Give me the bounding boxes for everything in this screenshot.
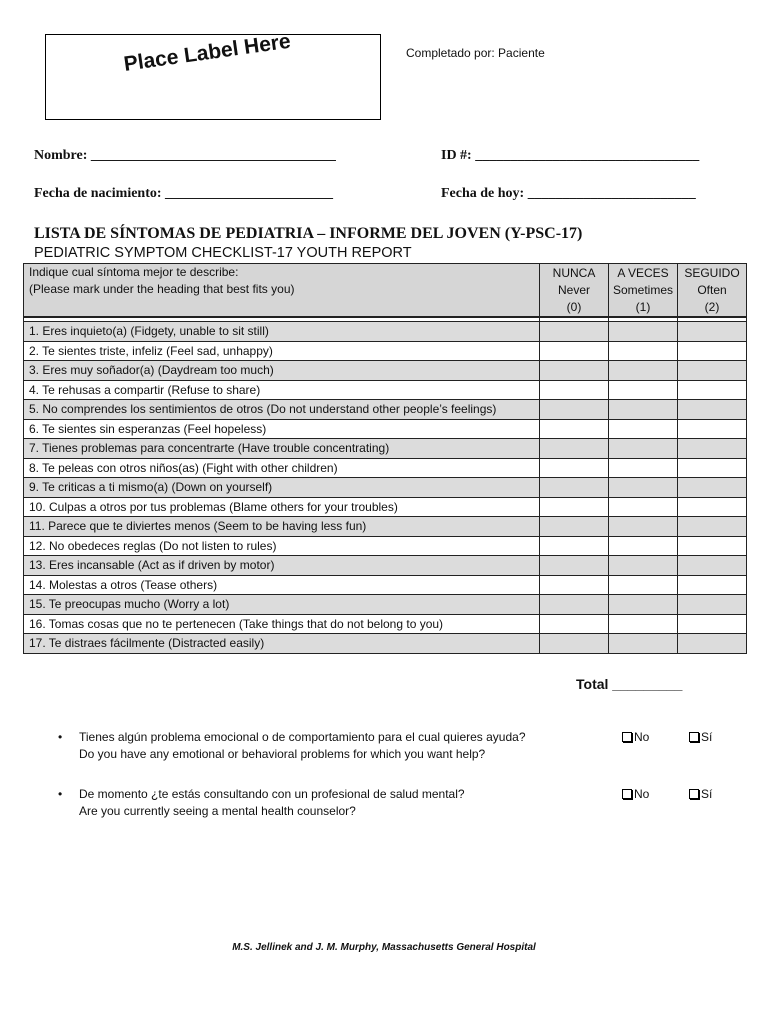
symptom-checklist-table (23, 263, 747, 654)
answer-cell-never[interactable] (540, 380, 609, 400)
answer-cell-sometimes[interactable] (609, 595, 678, 615)
answer-cell-sometimes[interactable] (609, 380, 678, 400)
answer-cell-often[interactable] (678, 400, 747, 420)
answer-cell-never[interactable] (540, 478, 609, 498)
question-text-english: Are you currently seeing a mental health counselor? (79, 804, 356, 818)
answer-cell-never[interactable] (540, 517, 609, 537)
symptom-label: 6. Te sientes sin esperanzas (Feel hopeless) (24, 419, 540, 439)
column-label-es: NUNCA (552, 266, 596, 280)
column-label-en: Never (557, 283, 590, 297)
answer-cell-sometimes[interactable] (609, 634, 678, 654)
symptom-label: 10. Culpas a otros por tus problemas (Blame others for your troubles) (24, 497, 540, 517)
answer-cell-never[interactable] (540, 458, 609, 478)
answer-cell-never[interactable] (540, 419, 609, 439)
answer-cell-never[interactable] (540, 536, 609, 556)
option-si-label: Sí (701, 730, 713, 744)
table-row (24, 458, 747, 478)
birthdate-field[interactable]: Fecha de nacimiento: ________________________ (34, 186, 334, 201)
instruction-cell (24, 264, 540, 318)
answer-cell-sometimes[interactable] (609, 439, 678, 459)
answer-cell-never[interactable] (540, 634, 609, 654)
answer-cell-sometimes[interactable] (609, 400, 678, 420)
completed-by-text: Completado por: Paciente (406, 46, 545, 60)
column-score: (2) (704, 300, 720, 314)
checkbox-icon[interactable] (689, 732, 699, 742)
option-no-label: No (634, 730, 650, 744)
answer-cell-sometimes[interactable] (609, 536, 678, 556)
symptom-label: 5. No comprendes los sentimientos de otros (Do not understand other people’s feelings) (24, 400, 540, 420)
answer-cell-sometimes[interactable] (609, 517, 678, 537)
table-row (24, 595, 747, 615)
answer-cell-often[interactable] (678, 595, 747, 615)
answer-cell-never[interactable] (540, 614, 609, 634)
answer-cell-often[interactable] (678, 361, 747, 381)
symptom-label: 17. Te distraes fácilmente (Distracted easily) (24, 634, 540, 654)
column-score: (1) (635, 300, 651, 314)
symptom-label: 2. Te sientes triste, infeliz (Feel sad, unhappy) (24, 341, 540, 361)
symptom-label: 13. Eres incansable (Act as if driven by motor) (24, 556, 540, 576)
table-row (24, 536, 747, 556)
answer-cell-sometimes[interactable] (609, 419, 678, 439)
table-row (24, 478, 747, 498)
symptom-label: 8. Te peleas con otros niños(as) (Fight with other children) (24, 458, 540, 478)
answer-cell-often[interactable] (678, 322, 747, 342)
question-text-english: Do you have any emotional or behavioral problems for which you want help? (79, 747, 486, 761)
symptom-label: 12. No obedeces reglas (Do not listen to rules) (24, 536, 540, 556)
table-row (24, 556, 747, 576)
checkbox-icon[interactable] (622, 732, 632, 742)
symptom-label: 16. Tomas cosas que no te pertenecen (Take things that do not belong to you) (24, 614, 540, 634)
table-row (24, 419, 747, 439)
today-date-field[interactable]: Fecha de hoy: ________________________ (441, 186, 696, 201)
symptom-label: 11. Parece que te diviertes menos (Seem to be having less fun) (24, 517, 540, 537)
answer-cell-never[interactable] (540, 400, 609, 420)
footer-credit: M.S. Jellinek and J. M. Murphy, Massachusetts General Hospital (232, 942, 536, 953)
table-row (24, 575, 747, 595)
column-score: (0) (566, 300, 582, 314)
answer-cell-never[interactable] (540, 322, 609, 342)
answer-cell-often[interactable] (678, 634, 747, 654)
answer-cell-sometimes[interactable] (609, 341, 678, 361)
table-row (24, 634, 747, 654)
table-row (24, 517, 747, 537)
table-row (24, 614, 747, 634)
checkbox-icon[interactable] (622, 789, 632, 799)
answer-cell-often[interactable] (678, 556, 747, 576)
title-english: PEDIATRIC SYMPTOM CHECKLIST-17 YOUTH REPORT (34, 245, 412, 261)
total-score-field[interactable]: Total _________ (576, 676, 683, 692)
instruction-spanish: Indique cual síntoma mejor te describe: (29, 265, 239, 279)
answer-cell-sometimes[interactable] (609, 556, 678, 576)
answer-cell-sometimes[interactable] (609, 458, 678, 478)
table-row (24, 361, 747, 381)
answer-cell-sometimes[interactable] (609, 497, 678, 517)
symptom-label: 3. Eres muy soñador(a) (Daydream too much) (24, 361, 540, 381)
column-label-es: SEGUIDO (684, 266, 740, 280)
option-si-q2[interactable] (689, 787, 712, 801)
bullet-icon: • (58, 730, 63, 744)
answer-cell-never[interactable] (540, 556, 609, 576)
column-header-often (678, 264, 747, 318)
answer-cell-sometimes[interactable] (609, 478, 678, 498)
bullet-icon: • (58, 787, 63, 801)
column-header-sometimes (609, 264, 678, 318)
option-no-label: No (634, 787, 650, 801)
symptom-label: 7. Tienes problemas para concentrarte (Have trouble concentrating) (24, 439, 540, 459)
table-row (24, 380, 747, 400)
option-si-q1[interactable] (689, 730, 712, 744)
column-label-es: A VECES (617, 266, 669, 280)
answer-cell-often[interactable] (678, 341, 747, 361)
answer-cell-sometimes[interactable] (609, 614, 678, 634)
answer-cell-often[interactable] (678, 575, 747, 595)
answer-cell-often[interactable] (678, 614, 747, 634)
answer-cell-often[interactable] (678, 439, 747, 459)
answer-cell-never[interactable] (540, 595, 609, 615)
answer-cell-often[interactable] (678, 497, 747, 517)
symptom-label: 15. Te preocupas mucho (Worry a lot) (24, 595, 540, 615)
place-label-text: Place Label Here (122, 29, 292, 76)
answer-cell-often[interactable] (678, 380, 747, 400)
question-text-spanish: Tienes algún problema emocional o de comportamiento para el cual quieres ayuda? (79, 730, 526, 744)
column-label-en: Often (697, 283, 727, 297)
option-no-q2[interactable] (622, 787, 649, 801)
answer-cell-often[interactable] (678, 517, 747, 537)
option-si-label: Sí (701, 787, 713, 801)
id-field[interactable]: ID #: ________________________________ (441, 148, 700, 163)
option-no-q1[interactable] (622, 730, 649, 744)
answer-cell-often[interactable] (678, 458, 747, 478)
answer-cell-often[interactable] (678, 536, 747, 556)
symptom-label: 9. Te criticas a ti mismo(a) (Down on yourself) (24, 478, 540, 498)
table-header-row (24, 264, 747, 318)
answer-cell-sometimes[interactable] (609, 322, 678, 342)
symptom-label: 14. Molestas a otros (Tease others) (24, 575, 540, 595)
table-row (24, 400, 747, 420)
checkbox-icon[interactable] (689, 789, 699, 799)
table-row (24, 341, 747, 361)
table-row (24, 439, 747, 459)
answer-cell-never[interactable] (540, 341, 609, 361)
symptom-label: 1. Eres inquieto(a) (Fidgety, unable to sit still) (24, 322, 540, 342)
title-spanish: LISTA DE SÍNTOMAS DE PEDIATRIA – INFORME DEL JOVEN (Y-PSC-17) (34, 225, 583, 242)
instruction-english: (Please mark under the heading that best fits you) (29, 282, 295, 296)
column-label-en: Sometimes (612, 283, 674, 297)
table-row (24, 497, 747, 517)
answer-cell-often[interactable] (678, 419, 747, 439)
answer-cell-never[interactable] (540, 497, 609, 517)
question-text-spanish: De momento ¿te estás consultando con un profesional de salud mental? (79, 787, 465, 801)
answer-cell-never[interactable] (540, 361, 609, 381)
table-row (24, 322, 747, 342)
answer-cell-sometimes[interactable] (609, 361, 678, 381)
name-field[interactable]: Nombre: ___________________________________ (34, 148, 336, 163)
answer-cell-often[interactable] (678, 478, 747, 498)
symptom-label: 4. Te rehusas a compartir (Refuse to share) (24, 380, 540, 400)
answer-cell-never[interactable] (540, 439, 609, 459)
column-header-never (540, 264, 609, 318)
patient-label-box (45, 29, 381, 120)
answer-cell-sometimes[interactable] (609, 575, 678, 595)
answer-cell-never[interactable] (540, 575, 609, 595)
